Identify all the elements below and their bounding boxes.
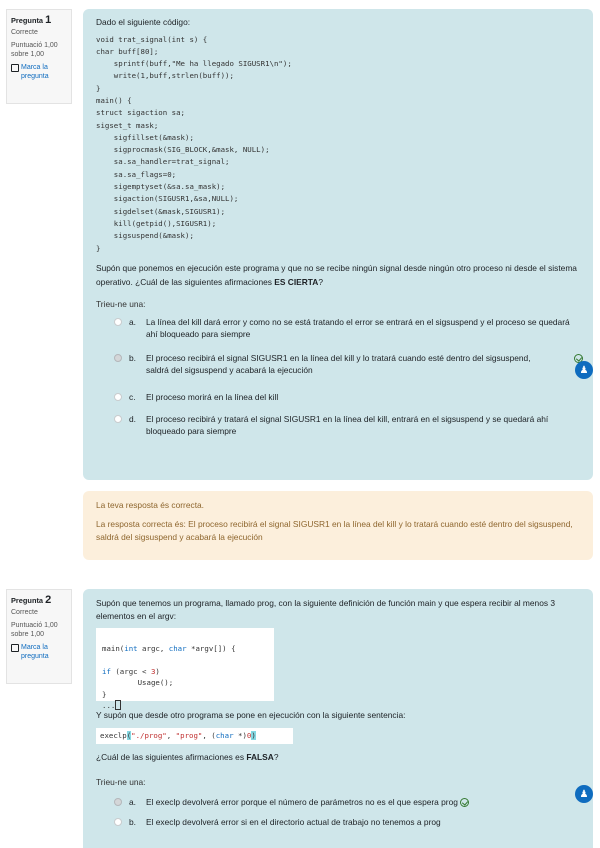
question-formulation-2 [83, 589, 593, 848]
flag-icon [11, 644, 19, 652]
radio-a-selected[interactable] [114, 798, 122, 806]
accessibility-icon[interactable]: ♟ [575, 785, 593, 803]
question-intro: Dado el siguiente código: [96, 17, 191, 27]
radio-c[interactable] [114, 393, 122, 401]
question-formulation-1 [83, 9, 593, 480]
radio-b-selected[interactable] [114, 354, 122, 362]
accessibility-icon[interactable]: ♟ [575, 361, 593, 379]
radio-a[interactable] [114, 318, 122, 326]
answer-text: El execlp devolverá error porque el número de parámetros no es el que espera prog [146, 797, 458, 807]
radio-b[interactable] [114, 818, 122, 826]
answer-prompt: Trieu-ne una: [96, 777, 146, 787]
cursor-icon [115, 700, 121, 710]
flag-question-button[interactable]: Marca la pregunta [11, 643, 67, 661]
check-circle-icon [460, 798, 469, 807]
question-state: Correcte [11, 29, 38, 36]
question-number: Pregunta 2 [11, 594, 52, 606]
feedback-box [83, 491, 593, 560]
answer-option-a[interactable]: a. La línea del kill dará error y como no se está tratando el error se entrará en el sigsuspend y el proceso se quedará ahí bloqueado para siempre [96, 316, 580, 352]
answer-text: El proceso recibirá el signal SIGUSR1 en la línea del kill y lo tratará cuando esté dentro del sigsuspend, saldrá del sigsuspend y acabará la ejecución [146, 352, 531, 375]
answer-option-b[interactable]: b. El proceso recibirá el signal SIGUSR1 en la línea del kill y lo tratará cuando esté dentro del sigsuspend, saldrá del sigsuspend y acabará la ejecución [96, 352, 580, 383]
answer-text: El execlp devolverá error si en el directorio actual de trabajo no tenemos a prog [146, 817, 441, 827]
question-intro: Supón que tenemos un programa, llamado prog, con la siguiente definición de función main y que espera recibir al menos 3 elementos en el argv: [96, 598, 556, 621]
question-text: Supón que ponemos en ejecución este programa y que no se recibe ningún signal desde ningún otro proceso ni desde el sistema operativo. ¿Cuál de las siguientes afirmaciones ES CIERTA? [96, 262, 577, 287]
answer-text: El proceso recibirá y tratará el signal SIGUSR1 en la línea del kill, entrará en el sigsuspend y se quedará ahí bloqueado para siempre [146, 413, 549, 436]
feedback-status: La teva resposta és correcta. [96, 500, 204, 510]
code-block-main: main(int argc, char *argv[]) { if (argc < 3) Usage(); } ... [96, 628, 274, 701]
question-number: Pregunta 1 [11, 14, 52, 26]
question-grade: Puntuació 1,00 sobre 1,00 [11, 42, 58, 58]
answer-list [96, 316, 580, 437]
answer-list [96, 796, 580, 828]
question-info-2 [6, 589, 72, 684]
answer-prompt: Trieu-ne una: [96, 298, 146, 309]
radio-d[interactable] [114, 415, 122, 423]
answer-option-b[interactable]: b. El execlp devolverá error si en el directorio actual de trabajo no tenemos a prog [96, 816, 580, 828]
answer-option-a[interactable]: a. El execlp devolverá error porque el número de parámetros no es el que espera prog [96, 796, 580, 816]
question-text: ¿Cuál de las siguientes afirmaciones es FALSA? [96, 751, 279, 762]
answer-text: La línea del kill dará error y como no se está tratando el error se entrará en el sigsuspend y el proceso se quedará ahí bloqueado para siempre [146, 316, 570, 339]
answer-option-d[interactable]: d. El proceso recibirá y tratará el signal SIGUSR1 en la línea del kill, entrará en el sigsuspend y se quedará ahí bloqueado para siempre [96, 413, 580, 437]
answer-option-c[interactable]: c. El proceso morirá en la línea del kill [96, 391, 580, 413]
question-info-1 [6, 9, 72, 104]
flag-question-button[interactable]: Marca la pregunta [11, 63, 67, 81]
question-grade: Puntuació 1,00 sobre 1,00 [11, 622, 58, 638]
answer-text: El proceso morirá en la línea del kill [146, 391, 279, 402]
code-block-exec: execlp("./prog", "prog", (char *)0) [96, 728, 293, 744]
feedback-right-answer: La resposta correcta és: El proceso recibirá el signal SIGUSR1 en la línea del kill y lo tratará cuando esté dentro del sigsuspend, saldrá del sigsuspend y acabará la ejecución [96, 519, 573, 542]
flag-icon [11, 64, 19, 72]
question-state: Correcte [11, 609, 38, 616]
code-block: void trat_signal(int s) { char buff[80]; sprintf(buff,"Me ha llegado SIGUSR1\n"); write(1,buff,strlen(buff)); } main() { struct sigaction sa; sigset_t mask; sigfillset(&mask); sigprocmask(SIG_BLOCK,&mask, NULL); sa.sa_handler=trat_signal; sa.sa_flags=0; sigemptyset(&sa.sa_mask); sigaction(SIGUSR1,&sa,NULL); sigdelset(&mask,SIGUSR1); kill(getpid(),SIGUSR1); sigsuspend(&mask); } [96, 34, 292, 253]
question-middle: Y supón que desde otro programa se pone en ejecución con la siguiente sentencia: [96, 710, 406, 720]
